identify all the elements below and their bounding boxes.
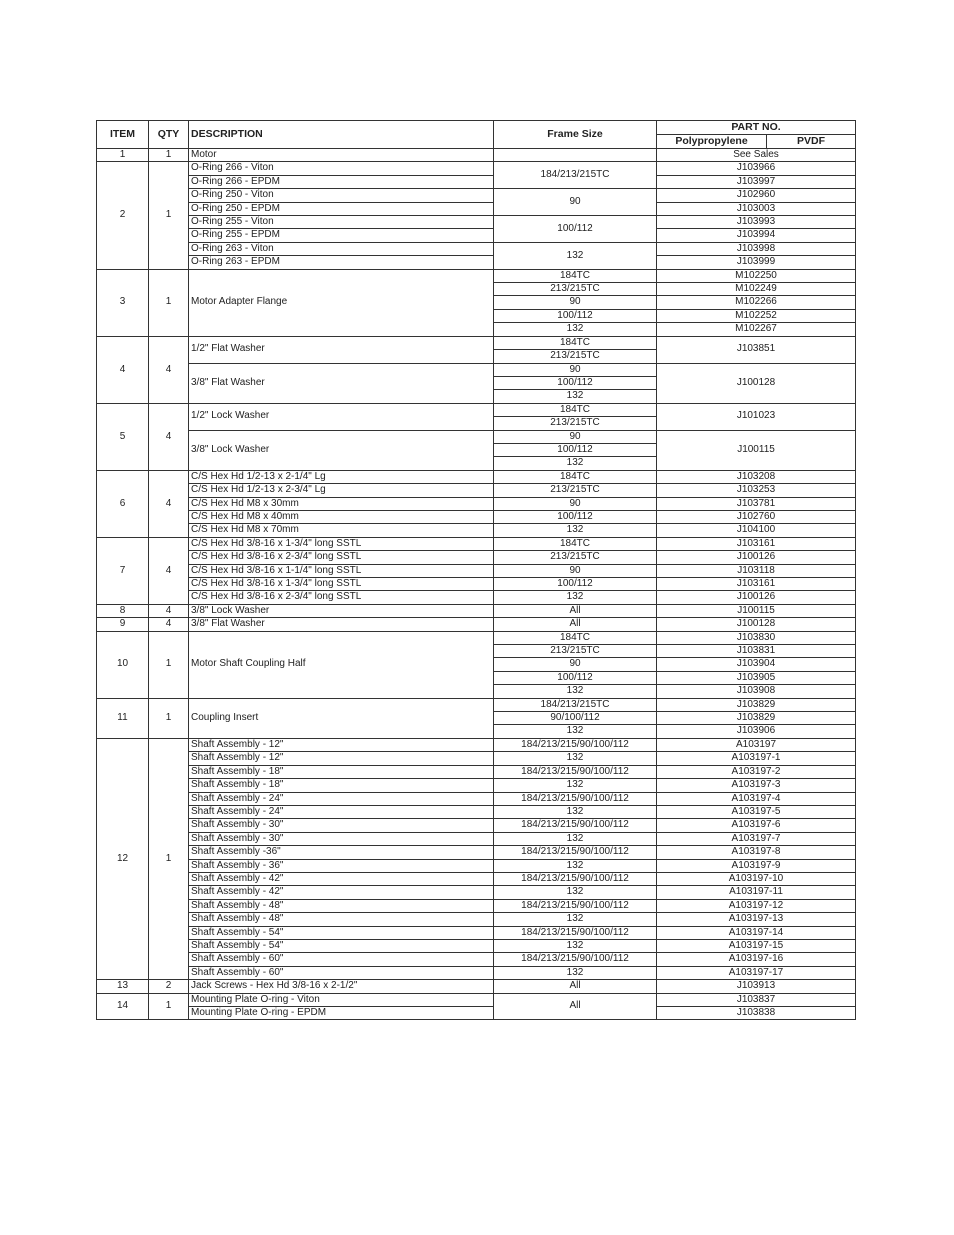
table-cell: 213/215TC bbox=[494, 350, 657, 363]
header-pvdf: PVDF bbox=[767, 135, 856, 149]
table-cell: O-Ring 250 - EPDM bbox=[189, 202, 494, 215]
table-cell: Coupling Insert bbox=[189, 698, 494, 738]
table-cell: 213/215TC bbox=[494, 484, 657, 497]
table-cell: C/S Hex Hd M8 x 30mm bbox=[189, 497, 494, 510]
table-cell: 213/215TC bbox=[494, 551, 657, 564]
header-description: DESCRIPTION bbox=[189, 121, 494, 149]
table-cell: 5 bbox=[97, 403, 149, 470]
table-row bbox=[97, 966, 856, 979]
table-cell: A103197-1 bbox=[657, 752, 856, 765]
table-cell: J103904 bbox=[657, 658, 856, 671]
table-cell: 4 bbox=[149, 336, 189, 403]
table-cell: J103908 bbox=[657, 685, 856, 698]
table-cell: Shaft Assembly - 36" bbox=[189, 859, 494, 872]
table-cell: A103197-2 bbox=[657, 765, 856, 778]
table-cell: 4 bbox=[149, 537, 189, 604]
table-cell: A103197 bbox=[657, 738, 856, 751]
table-cell: J103837 bbox=[657, 993, 856, 1006]
table-row bbox=[97, 618, 856, 631]
table-row bbox=[97, 537, 856, 550]
table-cell: C/S Hex Hd M8 x 40mm bbox=[189, 510, 494, 523]
table-cell: 132 bbox=[494, 390, 657, 403]
table-cell: J103829 bbox=[657, 712, 856, 725]
table-cell: 184TC bbox=[494, 631, 657, 644]
table-body bbox=[97, 149, 856, 1020]
table-cell: C/S Hex Hd 3/8-16 x 1-3/4" long SSTL bbox=[189, 578, 494, 591]
table-cell: 132 bbox=[494, 779, 657, 792]
table-cell: 100/112 bbox=[494, 443, 657, 456]
table-cell: A103197-12 bbox=[657, 899, 856, 912]
table-cell: 132 bbox=[494, 859, 657, 872]
table-cell: A103197-17 bbox=[657, 966, 856, 979]
table-cell: 90 bbox=[494, 658, 657, 671]
table-cell: J103003 bbox=[657, 202, 856, 215]
table-cell: 9 bbox=[97, 618, 149, 631]
table-row bbox=[97, 779, 856, 792]
header-frame-size: Frame Size bbox=[494, 121, 657, 149]
table-cell: C/S Hex Hd 1/2-13 x 2-1/4" Lg bbox=[189, 470, 494, 483]
table-cell: All bbox=[494, 993, 657, 1020]
table-cell: 184/213/215TC bbox=[494, 698, 657, 711]
table-row bbox=[97, 752, 856, 765]
table-cell: O-Ring 255 - EPDM bbox=[189, 229, 494, 242]
table-cell: 132 bbox=[494, 939, 657, 952]
table-row bbox=[97, 189, 856, 202]
table-cell: J103993 bbox=[657, 216, 856, 229]
table-cell: 132 bbox=[494, 685, 657, 698]
table-cell: 132 bbox=[494, 323, 657, 336]
table-cell: J103838 bbox=[657, 1007, 856, 1020]
parts-list-table bbox=[96, 120, 856, 1020]
table-cell: 4 bbox=[149, 403, 189, 470]
table-cell: A103197-10 bbox=[657, 872, 856, 885]
table-cell: See Sales bbox=[657, 149, 856, 162]
table-cell: 184/213/215/90/100/112 bbox=[494, 765, 657, 778]
table-row bbox=[97, 832, 856, 845]
table-cell: 184/213/215/90/100/112 bbox=[494, 926, 657, 939]
table-cell: 4 bbox=[97, 336, 149, 403]
table-row bbox=[97, 229, 856, 242]
table-cell: 213/215TC bbox=[494, 283, 657, 296]
table-cell: J103829 bbox=[657, 698, 856, 711]
table-cell: 184TC bbox=[494, 470, 657, 483]
table-cell: 184/213/215TC bbox=[494, 162, 657, 189]
table-cell: 184TC bbox=[494, 537, 657, 550]
table-cell bbox=[494, 149, 657, 162]
table-cell: 1 bbox=[149, 698, 189, 738]
table-cell: 100/112 bbox=[494, 216, 657, 243]
table-cell: J103253 bbox=[657, 484, 856, 497]
table-cell: Shaft Assembly - 30" bbox=[189, 819, 494, 832]
table-cell: A103197-4 bbox=[657, 792, 856, 805]
table-cell: 132 bbox=[494, 886, 657, 899]
table-cell: 1 bbox=[97, 149, 149, 162]
table-cell: J103161 bbox=[657, 537, 856, 550]
table-row bbox=[97, 149, 856, 162]
table-cell: 213/215TC bbox=[494, 417, 657, 430]
table-cell: 3/8" Lock Washer bbox=[189, 604, 494, 617]
table-cell: O-Ring 266 - Viton bbox=[189, 162, 494, 175]
table-cell: A103197-11 bbox=[657, 886, 856, 899]
table-cell: 1/2" Flat Washer bbox=[189, 336, 494, 363]
table-cell: Shaft Assembly - 18" bbox=[189, 765, 494, 778]
table-cell: Shaft Assembly - 42" bbox=[189, 872, 494, 885]
table-cell: J103781 bbox=[657, 497, 856, 510]
table-cell: J100128 bbox=[657, 618, 856, 631]
table-cell: 14 bbox=[97, 993, 149, 1020]
table-cell: O-Ring 250 - Viton bbox=[189, 189, 494, 202]
table-cell: 184/213/215/90/100/112 bbox=[494, 738, 657, 751]
table-cell: Shaft Assembly - 60" bbox=[189, 953, 494, 966]
table-cell: Shaft Assembly - 54" bbox=[189, 926, 494, 939]
table-cell: J103161 bbox=[657, 578, 856, 591]
table-cell: 90 bbox=[494, 564, 657, 577]
table-row bbox=[97, 269, 856, 282]
table-cell: 90 bbox=[494, 189, 657, 216]
table-row bbox=[97, 846, 856, 859]
table-row bbox=[97, 819, 856, 832]
table-cell: O-Ring 263 - Viton bbox=[189, 242, 494, 255]
table-cell: J103831 bbox=[657, 645, 856, 658]
table-cell: 2 bbox=[97, 162, 149, 269]
table-cell: J100128 bbox=[657, 363, 856, 403]
table-cell: 4 bbox=[149, 470, 189, 537]
table-cell: 1 bbox=[149, 162, 189, 269]
table-cell: J100115 bbox=[657, 430, 856, 470]
table-cell: 90 bbox=[494, 430, 657, 443]
table-cell: A103197-14 bbox=[657, 926, 856, 939]
table-row bbox=[97, 256, 856, 269]
table-cell: Shaft Assembly - 48" bbox=[189, 899, 494, 912]
table-row bbox=[97, 591, 856, 604]
table-cell: A103197-15 bbox=[657, 939, 856, 952]
table-cell: All bbox=[494, 980, 657, 993]
table-cell: 132 bbox=[494, 242, 657, 269]
table-row bbox=[97, 470, 856, 483]
table-row bbox=[97, 698, 856, 711]
table-cell: J103998 bbox=[657, 242, 856, 255]
header-part-no: PART NO. bbox=[657, 121, 856, 135]
table-cell: 3/8" Lock Washer bbox=[189, 430, 494, 470]
table-cell: 100/112 bbox=[494, 376, 657, 389]
table-cell: J102760 bbox=[657, 510, 856, 523]
table-row bbox=[97, 792, 856, 805]
table-cell: J100126 bbox=[657, 551, 856, 564]
table-cell: 132 bbox=[494, 725, 657, 738]
table-row bbox=[97, 631, 856, 644]
table-row bbox=[97, 202, 856, 215]
table-cell: 6 bbox=[97, 470, 149, 537]
table-row bbox=[97, 430, 856, 443]
table-cell: 4 bbox=[149, 618, 189, 631]
table-row bbox=[97, 859, 856, 872]
table-cell: J100115 bbox=[657, 604, 856, 617]
table-cell: 132 bbox=[494, 913, 657, 926]
table-cell: Mounting Plate O-ring - Viton bbox=[189, 993, 494, 1006]
table-cell: 12 bbox=[97, 738, 149, 979]
table-cell: J103997 bbox=[657, 175, 856, 188]
table-cell: A103197-7 bbox=[657, 832, 856, 845]
table-cell: 1 bbox=[149, 269, 189, 336]
table-cell: Shaft Assembly - 60" bbox=[189, 966, 494, 979]
table-cell: Shaft Assembly - 12" bbox=[189, 738, 494, 751]
table-cell: J100126 bbox=[657, 591, 856, 604]
table-cell: M102252 bbox=[657, 309, 856, 322]
table-row bbox=[97, 484, 856, 497]
table-cell: Shaft Assembly - 24" bbox=[189, 792, 494, 805]
table-cell: C/S Hex Hd 3/8-16 x 2-3/4" long SSTL bbox=[189, 551, 494, 564]
table-cell: 1 bbox=[149, 631, 189, 698]
table-cell: 184/213/215/90/100/112 bbox=[494, 792, 657, 805]
table-cell: 1/2" Lock Washer bbox=[189, 403, 494, 430]
table-row bbox=[97, 886, 856, 899]
table-cell: 7 bbox=[97, 537, 149, 604]
table-row bbox=[97, 175, 856, 188]
table-cell: 100/112 bbox=[494, 578, 657, 591]
table-cell: A103197-16 bbox=[657, 953, 856, 966]
table-cell: O-Ring 255 - Viton bbox=[189, 216, 494, 229]
table-cell: A103197-3 bbox=[657, 779, 856, 792]
table-cell: M102266 bbox=[657, 296, 856, 309]
table-cell: 100/112 bbox=[494, 510, 657, 523]
table-cell: 132 bbox=[494, 966, 657, 979]
table-row bbox=[97, 805, 856, 818]
table-cell: J103906 bbox=[657, 725, 856, 738]
table-row bbox=[97, 872, 856, 885]
table-row bbox=[97, 993, 856, 1006]
table-cell: Shaft Assembly -36" bbox=[189, 846, 494, 859]
table-row bbox=[97, 980, 856, 993]
table-cell: Motor bbox=[189, 149, 494, 162]
table-cell: 213/215TC bbox=[494, 645, 657, 658]
table-cell: O-Ring 266 - EPDM bbox=[189, 175, 494, 188]
table-cell: 132 bbox=[494, 832, 657, 845]
table-cell: 100/112 bbox=[494, 671, 657, 684]
table-cell: J104100 bbox=[657, 524, 856, 537]
table-cell: 2 bbox=[149, 980, 189, 993]
table-cell: 132 bbox=[494, 752, 657, 765]
table-cell: Mounting Plate O-ring - EPDM bbox=[189, 1007, 494, 1020]
table-row bbox=[97, 216, 856, 229]
table-cell: 184TC bbox=[494, 269, 657, 282]
header-polypropylene: Polypropylene bbox=[657, 135, 767, 149]
table-header bbox=[97, 121, 856, 149]
table-row bbox=[97, 336, 856, 349]
table-cell: 1 bbox=[149, 149, 189, 162]
table-cell: 184/213/215/90/100/112 bbox=[494, 899, 657, 912]
table-cell: Shaft Assembly - 18" bbox=[189, 779, 494, 792]
table-cell: C/S Hex Hd 3/8-16 x 2-3/4" long SSTL bbox=[189, 591, 494, 604]
table-row bbox=[97, 242, 856, 255]
table-row bbox=[97, 604, 856, 617]
table-cell: Shaft Assembly - 30" bbox=[189, 832, 494, 845]
table-cell: J103830 bbox=[657, 631, 856, 644]
table-row bbox=[97, 551, 856, 564]
table-cell: All bbox=[494, 618, 657, 631]
table-cell: 90 bbox=[494, 296, 657, 309]
table-cell: J103851 bbox=[657, 336, 856, 363]
table-cell: A103197-8 bbox=[657, 846, 856, 859]
table-cell: J103118 bbox=[657, 564, 856, 577]
table-cell: Motor Adapter Flange bbox=[189, 269, 494, 336]
table-row bbox=[97, 765, 856, 778]
table-cell: J103208 bbox=[657, 470, 856, 483]
table-cell: 4 bbox=[149, 604, 189, 617]
table-row bbox=[97, 497, 856, 510]
table-cell: 184/213/215/90/100/112 bbox=[494, 819, 657, 832]
table-cell: 184TC bbox=[494, 403, 657, 416]
table-cell: 184TC bbox=[494, 336, 657, 349]
table-cell: A103197-6 bbox=[657, 819, 856, 832]
table-cell: J103913 bbox=[657, 980, 856, 993]
table-row bbox=[97, 403, 856, 416]
table-row bbox=[97, 564, 856, 577]
table-cell: C/S Hex Hd 3/8-16 x 1-1/4" long SSTL bbox=[189, 564, 494, 577]
table-cell: 1 bbox=[149, 993, 189, 1020]
table-cell: 11 bbox=[97, 698, 149, 738]
table-cell: Jack Screws - Hex Hd 3/8-16 x 2-1/2" bbox=[189, 980, 494, 993]
table-cell: 132 bbox=[494, 457, 657, 470]
table-row bbox=[97, 510, 856, 523]
table-cell: 1 bbox=[149, 738, 189, 979]
header-item: ITEM bbox=[97, 121, 149, 149]
table-cell: 90/100/112 bbox=[494, 712, 657, 725]
table-cell: 90 bbox=[494, 497, 657, 510]
table-row bbox=[97, 578, 856, 591]
table-cell: Shaft Assembly - 12" bbox=[189, 752, 494, 765]
table-cell: 8 bbox=[97, 604, 149, 617]
table-cell: 10 bbox=[97, 631, 149, 698]
table-cell: Shaft Assembly - 48" bbox=[189, 913, 494, 926]
table-row bbox=[97, 524, 856, 537]
table-cell: All bbox=[494, 604, 657, 617]
table-cell: 100/112 bbox=[494, 309, 657, 322]
table-row bbox=[97, 1007, 856, 1020]
table-row bbox=[97, 738, 856, 751]
table-row bbox=[97, 939, 856, 952]
table-row bbox=[97, 899, 856, 912]
table-cell: J103994 bbox=[657, 229, 856, 242]
table-cell: C/S Hex Hd 1/2-13 x 2-3/4" Lg bbox=[189, 484, 494, 497]
table-cell: 13 bbox=[97, 980, 149, 993]
table-cell: C/S Hex Hd 3/8-16 x 1-3/4" long SSTL bbox=[189, 537, 494, 550]
table-row bbox=[97, 162, 856, 175]
table-cell: J101023 bbox=[657, 403, 856, 430]
table-cell: M102249 bbox=[657, 283, 856, 296]
table-cell: Motor Shaft Coupling Half bbox=[189, 631, 494, 698]
table-cell: 90 bbox=[494, 363, 657, 376]
table-cell: 132 bbox=[494, 591, 657, 604]
table-cell: J103999 bbox=[657, 256, 856, 269]
table-row bbox=[97, 953, 856, 966]
table-cell: 132 bbox=[494, 805, 657, 818]
table-cell: O-Ring 263 - EPDM bbox=[189, 256, 494, 269]
table-cell: M102267 bbox=[657, 323, 856, 336]
table-cell: J102960 bbox=[657, 189, 856, 202]
table-cell: 3/8" Flat Washer bbox=[189, 618, 494, 631]
table-cell: J103905 bbox=[657, 671, 856, 684]
table-cell: 184/213/215/90/100/112 bbox=[494, 872, 657, 885]
table-row bbox=[97, 363, 856, 376]
table-cell: Shaft Assembly - 54" bbox=[189, 939, 494, 952]
table-cell: J103966 bbox=[657, 162, 856, 175]
table-cell: M102250 bbox=[657, 269, 856, 282]
table-cell: Shaft Assembly - 42" bbox=[189, 886, 494, 899]
table-cell: A103197-5 bbox=[657, 805, 856, 818]
table-cell: 3/8" Flat Washer bbox=[189, 363, 494, 403]
table-cell: C/S Hex Hd M8 x 70mm bbox=[189, 524, 494, 537]
table-cell: 184/213/215/90/100/112 bbox=[494, 846, 657, 859]
table-cell: Shaft Assembly - 24" bbox=[189, 805, 494, 818]
table-row bbox=[97, 913, 856, 926]
header-qty: QTY bbox=[149, 121, 189, 149]
table-cell: 3 bbox=[97, 269, 149, 336]
table-cell: A103197-13 bbox=[657, 913, 856, 926]
table-cell: 184/213/215/90/100/112 bbox=[494, 953, 657, 966]
table-row bbox=[97, 926, 856, 939]
table-cell: 132 bbox=[494, 524, 657, 537]
table-cell: A103197-9 bbox=[657, 859, 856, 872]
